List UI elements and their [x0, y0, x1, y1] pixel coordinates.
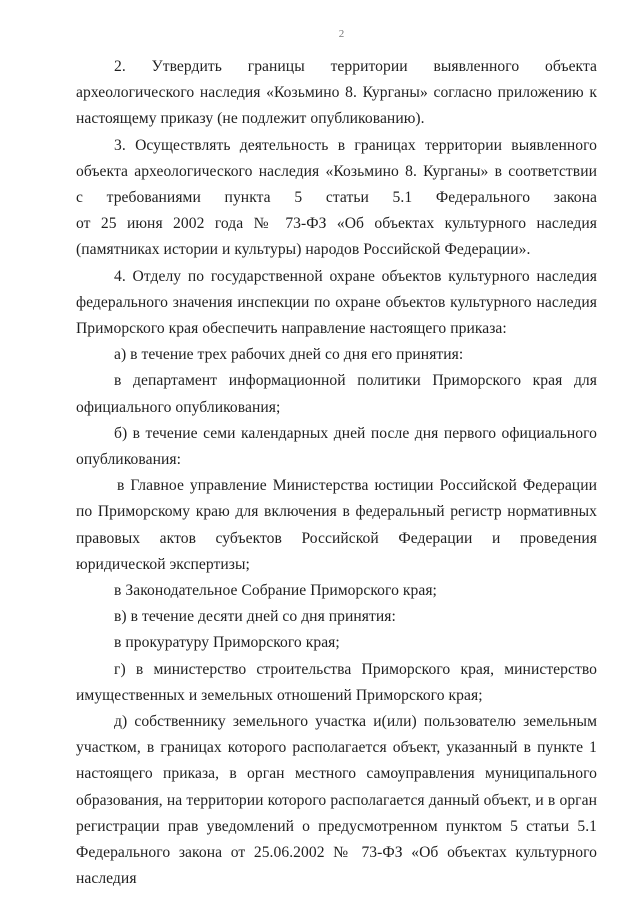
paragraph-prosecutor: в прокуратуру Приморского края;	[114, 634, 340, 652]
paragraph-subitem-v: в) в течение десяти дней со дня принятия:	[114, 608, 396, 626]
paragraph-item-3-end: от 25 июня 2002 года № 73-ФЗ «Об объектах культурного наследия (памятниках истории и культуры) народов Российской Федерации».	[76, 215, 597, 259]
paragraph-legislative-assembly: в Законодательное Собрание Приморского края;	[114, 582, 437, 600]
paragraph-item-4: 4. Отделу по государственной охране объектов культурного наследия федерального значения инспекции по охране объектов культурного наследия Приморского края обеспечить направление настоящего приказа:	[76, 267, 597, 338]
paragraph-subitem-b: б) в течение семи календарных дней после дня первого официального опубликования:	[76, 424, 597, 469]
paragraph-item-2: 2. Утвердить границы территории выявленного объекта археологического наследия «Козьмино 8. Курганы» согласно приложению к настоящему приказу (не подлежит опубликованию).	[76, 58, 597, 128]
paragraph-dept-info-policy: в департамент информационной политики Приморского края для официального опубликования;	[76, 372, 597, 416]
paragraph-item-3-line: с требованиями пункта 5 статьи 5.1 Федерального закона	[76, 189, 597, 207]
paragraph-ministry-justice: в Главное управление Министерства юстиции Российской Федерации по Приморскому краю для включения в федеральный регистр нормативных правовых актов субъектов Российской Федерации и проведения юридической экспертизы;	[76, 477, 597, 573]
paragraph-subitem-d: д) собственнику земельного участка и(или) пользователю земельным участком, в границах которого располагается объект, указанный в пункте 1 настоящего приказа, в орган местного самоуправления муниципального образования, на территории которого располагается данный объект, и в орган регистрации прав уведомлений о предусмотренном пунктом 5 статьи 5.1 Федерального закона от 25.06.2002 № 73-ФЗ «Об объектах культурного наследия	[76, 713, 597, 888]
paragraph-subitem-a: а) в течение трех рабочих дней со дня его принятия:	[114, 346, 464, 364]
paragraph-item-3: 3. Осуществлять деятельность в границах территории выявленного объекта археологического наследия «Козьмино 8. Курганы» в соответствии	[76, 136, 597, 180]
paragraph-subitem-g: г) в министерство строительства Приморского края, министерство имущественных и земельных отношений Приморского края;	[76, 660, 597, 704]
page-number: 2	[338, 28, 345, 40]
